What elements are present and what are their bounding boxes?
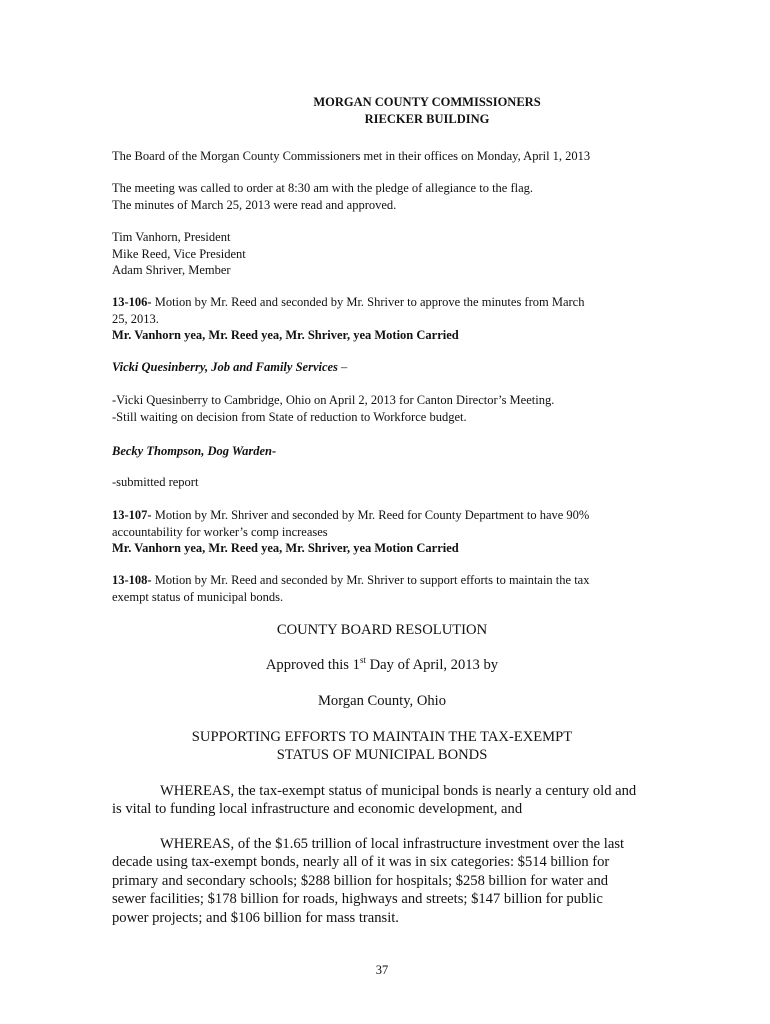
whereas-1 bbox=[112, 782, 652, 819]
resolution-county: Morgan County, Ohio bbox=[317, 693, 447, 709]
motion-13-108-line2: exempt status of municipal bonds. bbox=[112, 589, 284, 604]
motion-13-107-text: Motion by Mr. Shriver and seconded by Mr. Reed for County Department to have 90% bbox=[151, 508, 590, 522]
header-title: MORGAN COUNTY COMMISSIONERS bbox=[313, 95, 541, 109]
approved-pre: Approved this 1 bbox=[265, 657, 360, 673]
members-list bbox=[112, 229, 652, 279]
motion-13-107 bbox=[112, 507, 652, 557]
motion-13-106-number: 13-106- bbox=[112, 295, 152, 309]
motion-13-107-vote: Mr. Vanhorn yea, Mr. Reed yea, Mr. Shriver, yea Motion Carried bbox=[112, 541, 459, 555]
jfs-heading-dash: – bbox=[337, 360, 348, 374]
header-subtitle: RIECKER BUILDING bbox=[364, 111, 490, 126]
dog-warden-heading: Becky Thompson, Dog Warden- bbox=[112, 444, 277, 458]
motion-13-106 bbox=[112, 294, 652, 344]
call-to-order-paragraph bbox=[112, 180, 652, 213]
motion-13-106-line2: 25, 2013. bbox=[112, 311, 159, 326]
approved-post: Day of April, 2013 by bbox=[365, 657, 499, 673]
minutes-approved-line: The minutes of March 25, 2013 were read and approved. bbox=[112, 197, 397, 212]
motion-13-106-line1 bbox=[112, 294, 652, 311]
document-header bbox=[112, 94, 652, 127]
member-member: Adam Shriver, Member bbox=[112, 263, 231, 277]
call-to-order-line: The meeting was called to order at 8:30 am with the pledge of allegiance to the flag. bbox=[112, 181, 534, 195]
motion-13-108 bbox=[112, 572, 652, 605]
resolution-subject-line1: SUPPORTING EFFORTS TO MAINTAIN THE TAX-EXEMPT bbox=[191, 729, 573, 745]
jfs-item-2: -Still waiting on decision from State of reduction to Workforce budget. bbox=[112, 409, 467, 424]
member-president: Tim Vanhorn, President bbox=[112, 230, 231, 244]
resolution-subject-line2: STATUS OF MUNICIPAL BONDS bbox=[276, 747, 488, 764]
jfs-items bbox=[112, 392, 652, 425]
member-vice-president: Mike Reed, Vice President bbox=[112, 246, 246, 261]
dog-warden-report: -submitted report bbox=[112, 475, 199, 489]
jfs-heading-name: Vicki Quesinberry, Job and Family Services bbox=[112, 360, 338, 374]
whereas-2-line3: primary and secondary schools; $288 billion for hospitals; $258 billion for water and bbox=[112, 872, 609, 889]
motion-13-107-line2: accountability for worker’s comp increases bbox=[112, 524, 328, 539]
whereas-2-line5: power projects; and $106 billion for mass transit. bbox=[112, 909, 399, 926]
page-number: 37 bbox=[375, 963, 389, 977]
meeting-line: The Board of the Morgan County Commissioners met in their offices on Monday, April 1, 2013 bbox=[112, 149, 591, 163]
whereas-1-line1: WHEREAS, the tax-exempt status of municipal bonds is nearly a century old and bbox=[160, 783, 637, 799]
whereas-2 bbox=[112, 835, 652, 927]
whereas-2-line2: decade using tax-exempt bonds, nearly all of it was in six categories: $514 billion for bbox=[112, 854, 610, 871]
resolution-subject bbox=[112, 728, 652, 765]
whereas-2-line4: sewer facilities; $178 billion for roads, highways and streets; $147 billion for public bbox=[112, 891, 603, 908]
resolution-approved bbox=[112, 656, 652, 674]
motion-13-107-line1 bbox=[112, 507, 652, 524]
motion-13-106-vote: Mr. Vanhorn yea, Mr. Reed yea, Mr. Shriver, yea Motion Carried bbox=[112, 328, 459, 342]
motion-13-108-text: Motion by Mr. Reed and seconded by Mr. Shriver to support efforts to maintain the tax bbox=[151, 573, 590, 587]
resolution-title: COUNTY BOARD RESOLUTION bbox=[276, 622, 488, 638]
whereas-2-line1: WHEREAS, of the $1.65 trillion of local infrastructure investment over the last bbox=[160, 836, 625, 852]
jfs-item-1: -Vicki Quesinberry to Cambridge, Ohio on April 2, 2013 for Canton Director’s Meeting. bbox=[112, 393, 555, 407]
jfs-heading bbox=[112, 359, 652, 376]
motion-13-106-text: Motion by Mr. Reed and seconded by Mr. Shriver to approve the minutes from March bbox=[151, 295, 585, 309]
approved-sup: st bbox=[359, 655, 366, 666]
motion-13-107-number: 13-107- bbox=[112, 508, 152, 522]
motion-13-108-line1 bbox=[112, 572, 652, 589]
motion-13-108-number: 13-108- bbox=[112, 573, 152, 587]
whereas-1-line2: is vital to funding local infrastructure and economic development, and bbox=[112, 801, 523, 818]
